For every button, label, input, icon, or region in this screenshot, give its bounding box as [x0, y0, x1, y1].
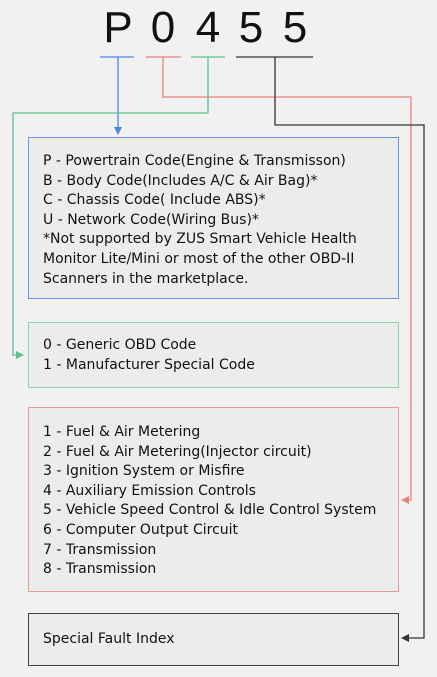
system-code-note: *Not supported by ZUS Smart Vehicle Health [43, 231, 357, 248]
code-char-fault-index-1: 5 [238, 3, 264, 52]
code-char-system: P [103, 3, 133, 52]
subsystem-line: 3 - Ignition System or Misfire [43, 463, 245, 480]
system-code-note: Monitor Lite/Mini or most of the other OBD-II [43, 250, 355, 267]
system-code-line: B - Body Code(Includes A/C & Air Bag)* [43, 172, 318, 189]
subsystem-line: 1 - Fuel & Air Metering [43, 424, 201, 440]
system-code-line: U - Network Code(Wiring Bus)* [43, 211, 259, 228]
subsystem-line: 5 - Vehicle Speed Control & Idle Control System [43, 502, 377, 519]
subsystem-box [28, 407, 399, 592]
fault-index-label: Special Fault Index [43, 631, 175, 647]
system-code-box [28, 137, 399, 299]
subsystem-line: 2 - Fuel & Air Metering(Injector circuit) [43, 443, 312, 460]
code-char-subsystem: 4 [195, 3, 221, 52]
code-type-line: 1 - Manufacturer Special Code [43, 356, 255, 373]
fault-index-box [28, 613, 399, 666]
subsystem-line: 7 - Transmission [43, 541, 157, 558]
subsystem-line: 4 - Auxiliary Emission Controls [43, 482, 256, 499]
code-char-code-type: 0 [150, 3, 176, 52]
code-type-line: 0 - Generic OBD Code [43, 337, 197, 353]
system-code-line: C - Chassis Code( Include ABS)* [43, 192, 266, 209]
code-char-fault-index-2: 5 [282, 3, 308, 52]
code-type-box [28, 322, 399, 388]
system-code-line: P - Powertrain Code(Engine & Transmisson) [43, 153, 346, 169]
subsystem-line: 6 - Computer Output Circuit [43, 521, 239, 538]
subsystem-line: 8 - Transmission [43, 561, 157, 578]
system-code-note: Scanners in the marketplace. [43, 270, 249, 287]
